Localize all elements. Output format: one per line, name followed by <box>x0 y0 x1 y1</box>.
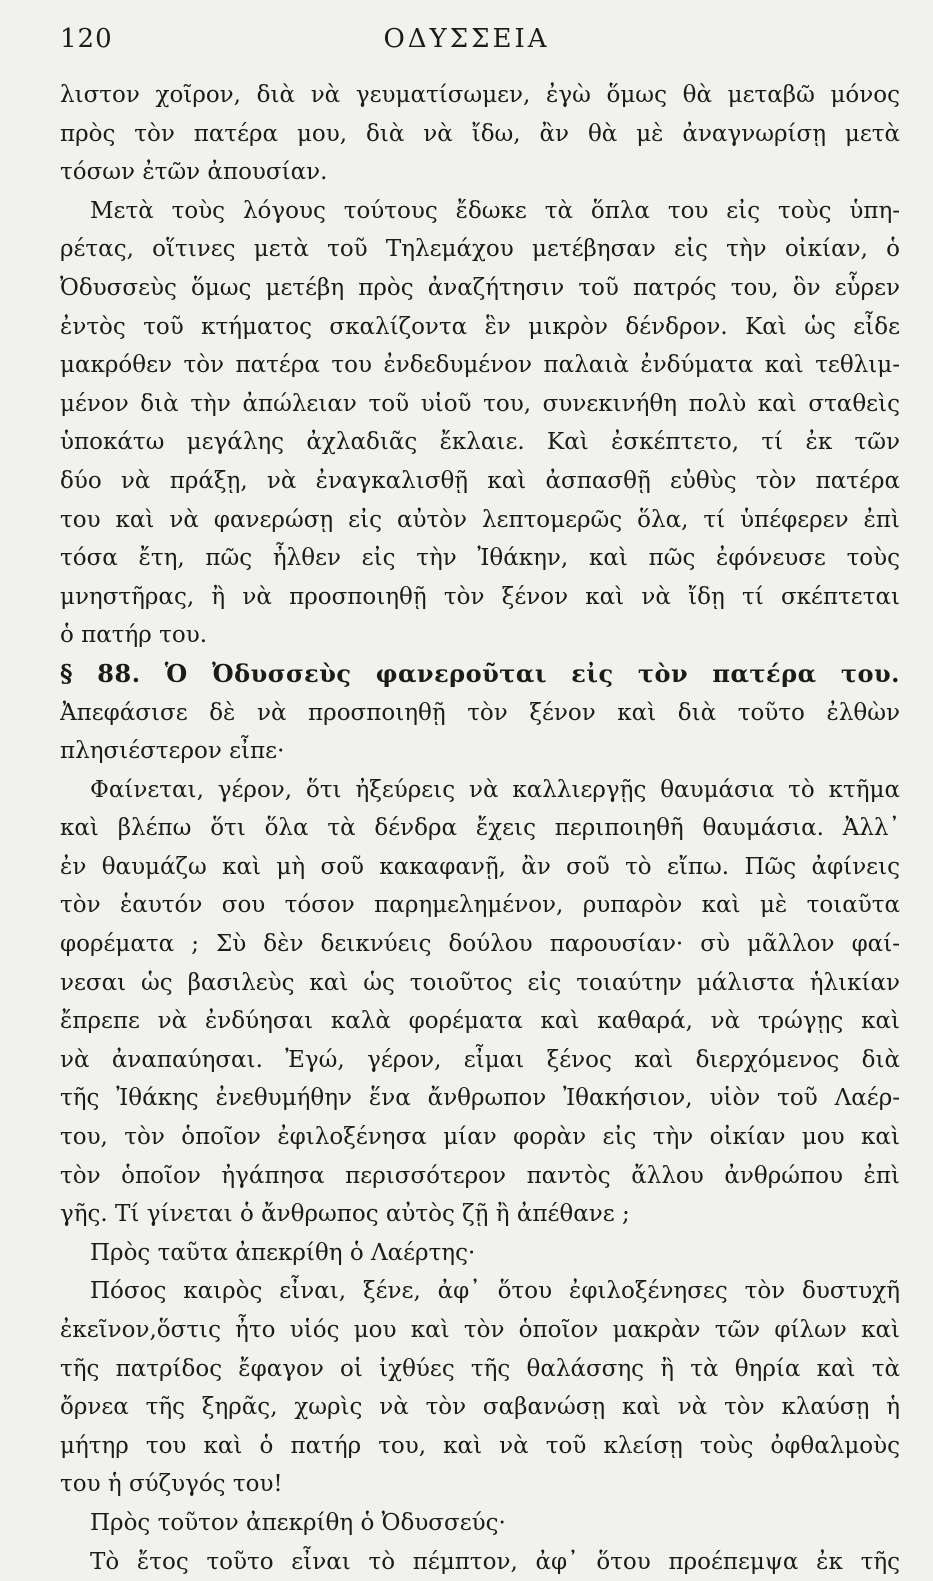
text-line: πλησιέστερον εἶπε· <box>60 738 285 765</box>
text-line: ἐντὸς τοῦ κτήματος σκαλίζοντα ἓν μικρὸν δένδρον. Καὶ ὡς εἶδε <box>60 313 900 340</box>
text-line: ὑποκάτω μεγάλης ἀχλαδιᾶς ἔκλαιε. Καὶ ἐσκέπτετο, τί ἐκ τῶν <box>60 429 900 456</box>
text-line: ἐκεῖνον,ὅστις ἦτο υἱός μου καὶ τὸν ὁποῖον μακρὰν τῶν φίλων καὶ <box>60 1317 900 1343</box>
text-line: Μετὰ τοὺς λόγους τούτους ἔδωκε τὰ ὅπλα του εἰς τοὺς ὑπη- <box>90 197 900 224</box>
text-line: Πόσος καιρὸς εἶναι, ξένε, ἀφ᾽ ὅτου ἐφιλοξένησες τὸν δυστυχῆ <box>90 1278 900 1305</box>
text-line: μακρόθεν τὸν πατέρα του ἐνδεδυμένον παλαιὰ ἐνδύματα καὶ τεθλιμ- <box>60 352 900 379</box>
text-line: του ἡ σύζυγός του! <box>60 1471 283 1498</box>
text-line: τῆς πατρίδος ἔφαγον οἱ ἰχθύες τῆς θαλάσσης ἢ τὰ θηρία καὶ τὰ <box>60 1355 900 1382</box>
text-line: Ὀδυσσεὺς ὅμως μετέβη πρὸς ἀναζήτησιν τοῦ πατρός του, ὃν εὗρεν <box>60 274 900 301</box>
page-number: 120 <box>60 24 113 54</box>
text-line: τὸν ἑαυτόν σου τόσον παρημελημένον, ρυπαρὸν καὶ μὲ τοιαῦτα <box>60 892 900 919</box>
text-line: του καὶ νὰ φανερώσῃ εἰς αὐτὸν λεπτομερῶς ὅλα, τί ὑπέφερεν ἐπὶ <box>60 506 900 533</box>
body-text <box>60 76 900 1581</box>
text-line: ὁ πατήρ του. <box>60 622 208 649</box>
text-line: μένον διὰ τὴν ἀπώλειαν τοῦ υἱοῦ του, συνεκινήθη πολὺ καὶ σταθεὶς <box>60 390 900 417</box>
text-line: Τὸ ἔτος τοῦτο εἶναι τὸ πέμπτον, ἀφ᾽ ὅτου προέπεμψα ἐκ τῆς <box>90 1548 900 1575</box>
text-line: τόσα ἔτη, πῶς ἦλθεν εἰς τὴν Ἰθάκην, καὶ πῶς ἐφόνευσε τοὺς <box>60 545 900 572</box>
text-line: καὶ βλέπω ὅτι ὅλα τὰ δένδρα ἔχεις περιποιηθῆ θαυμάσια. Ἀλλ᾽ <box>60 815 900 842</box>
text-line: γῆς. Τί γίνεται ὁ ἄνθρωπος αὐτὸς ζῇ ἢ ἀπέθανε ; <box>60 1201 630 1228</box>
text-line: τὸν ὁποῖον ἠγάπησα περισσότερον παντὸς ἄλλου ἀνθρώπου ἐπὶ <box>60 1162 900 1189</box>
text-line: Πρὸς ταῦτα ἀπεκρίθη ὁ Λαέρτης· <box>90 1239 476 1266</box>
text-line: ἐν θαυμάζω καὶ μὴ σοῦ κακαφανῇ, ἂν σοῦ τὸ εἴπω. Πῶς ἀφίνεις <box>60 853 900 880</box>
running-title: ΟΔΥΣΣΕΙΑ <box>383 24 550 54</box>
text-line: δύο νὰ πράξῃ, νὰ ἐναγκαλισθῇ καὶ ἀσπασθῇ εὐθὺς τὸν πατέρα <box>60 467 900 494</box>
text-line: πρὸς τὸν πατέρα μου, διὰ νὰ ἴδω, ἂν θὰ μὲ ἀναγνωρίσῃ μετὰ <box>60 120 900 147</box>
text-line: ρέτας, οἵτινες μετὰ τοῦ Τηλεμάχου μετέβησαν εἰς τὴν οἰκίαν, ὁ <box>60 236 900 263</box>
section-heading: § 88. Ὁ Ὀδυσσεὺς φανεροῦται εἰς τὸν πατέρα του. <box>60 658 900 688</box>
text-line: τῆς Ἰθάκης ἐνεθυμήθην ἕνα ἄνθρωπον Ἰθακήσιον, υἱὸν τοῦ Λαέρ- <box>60 1085 900 1112</box>
text-line: μήτηρ του καὶ ὁ πατήρ του, καὶ νὰ τοῦ κλείσῃ τοὺς ὀφθαλμοὺς <box>60 1432 900 1459</box>
text-line: Πρὸς τοῦτον ἀπεκρίθη ὁ Ὀδυσσεύς· <box>90 1509 506 1536</box>
text-line: ὄρνεα τῆς ξηρᾶς, χωρὶς νὰ τὸν σαβανώσῃ καὶ νὰ τὸν κλαύσῃ ἡ <box>60 1394 900 1421</box>
text-line: νεσαι ὡς βασιλεὺς καὶ ὡς τοιοῦτος εἰς τοιαύτην μάλιστα ἡλικίαν <box>60 969 900 996</box>
text-line: φορέματα ; Σὺ δὲν δεικνύεις δούλου παρουσίαν· σὺ μᾶλλον φαί- <box>60 931 900 958</box>
text-line: Ἀπεφάσισε δὲ νὰ προσποιηθῇ τὸν ξένον καὶ διὰ τοῦτο ἐλθὼν <box>60 699 900 726</box>
text-line: μνηστῆρας, ἢ νὰ προσποιηθῇ τὸν ξένον καὶ νὰ ἴδῃ τί σκέπτεται <box>60 583 900 610</box>
text-line: νὰ ἀναπαύησαι. Ἐγώ, γέρον, εἶμαι ξένος καὶ διερχόμενος διὰ <box>60 1046 900 1073</box>
text-line: τόσων ἐτῶν ἀπουσίαν. <box>60 159 328 186</box>
text-line: Φαίνεται, γέρον, ὅτι ἠξεύρεις νὰ καλλιεργῇς θαυμάσια τὸ κτῆμα <box>90 776 900 803</box>
text-line: ἔπρεπε νὰ ἐνδύησαι καλὰ φορέματα καὶ καθαρά, νὰ τρώγῃς καὶ <box>60 1008 900 1035</box>
text-line: του, τὸν ὁποῖον ἐφιλοξένησα μίαν φορὰν εἰς τὴν οἰκίαν μου καὶ <box>60 1124 900 1151</box>
text-line: λιστον χοῖρον, διὰ νὰ γευματίσωμεν, ἐγὼ ὅμως θὰ μεταβῶ μόνος <box>60 82 900 108</box>
